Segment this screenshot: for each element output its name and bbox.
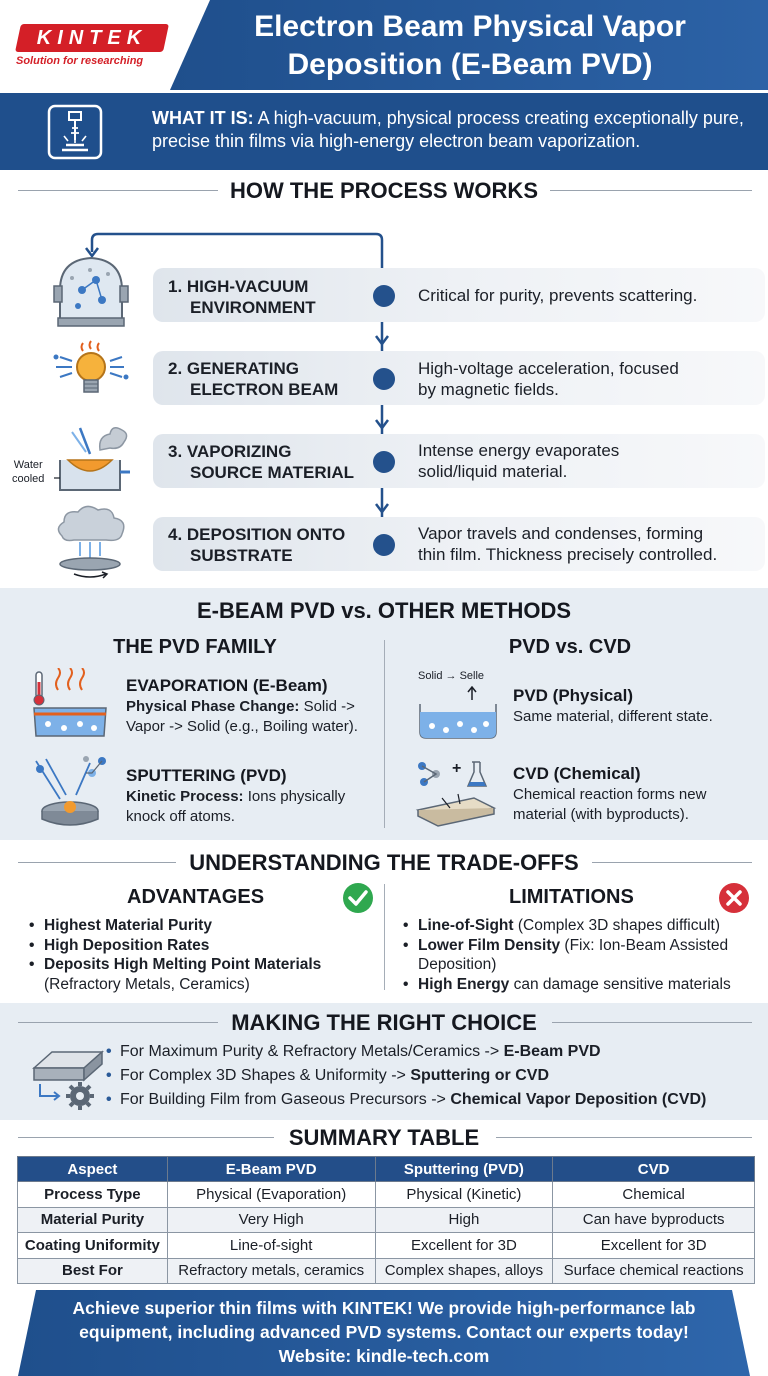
step-3-description xyxy=(418,440,758,482)
limitation-item xyxy=(402,975,758,995)
advantage-item xyxy=(28,916,378,936)
table-cell: Refractory metals, ceramics xyxy=(167,1258,375,1284)
table-cell: Line-of-sight xyxy=(167,1233,375,1259)
choice-3-answer: Chemical Vapor Deposition (CVD) xyxy=(450,1091,707,1108)
table-cell: Surface chemical reactions xyxy=(553,1258,755,1284)
solid-selle-label xyxy=(418,670,484,682)
sputtering-text-1: Ions physically xyxy=(243,788,346,805)
evaporation-text-2: Vapor -> Solid (e.g., Boiling water). xyxy=(126,718,358,735)
table-cell: Very High xyxy=(167,1207,375,1233)
pvd-physical-text: Same material, different state. xyxy=(513,708,713,725)
step-4-title-line-2: SUBSTRATE xyxy=(190,546,293,565)
step-2-dot xyxy=(373,368,395,390)
section-title-summary: SUMMARY TABLE xyxy=(288,1125,480,1150)
crucible-icon xyxy=(50,420,132,498)
section-title-tradeoffs: UNDERSTANDING THE TRADE-OFFS xyxy=(189,850,579,875)
choice-item xyxy=(106,1040,706,1064)
step-1-desc-line-1: Critical for purity, prevents scattering. xyxy=(418,286,698,305)
evaporation-text xyxy=(126,697,376,737)
page-title-line-2: Deposition (E-Beam PVD) xyxy=(287,48,653,81)
advantages-title: ADVANTAGES xyxy=(127,886,265,908)
limitation-3: High Energy xyxy=(418,975,510,993)
step-2-title-line-2: ELECTRON BEAM xyxy=(190,380,339,399)
choice-3-text: For Building Film from Gaseous Precursors -> xyxy=(120,1091,451,1108)
step-3-desc-line-1: Intense energy evaporates xyxy=(418,441,620,460)
limitation-2-text: (Fix: Ion-Beam Assisted xyxy=(560,936,729,954)
row-header: Material Purity xyxy=(18,1207,168,1233)
step-2-title-line-1: 2. GENERATING xyxy=(168,359,299,378)
choice-2-text: For Complex 3D Shapes & Uniformity -> xyxy=(120,1067,411,1084)
limitation-2: Lower Film Density xyxy=(418,936,561,954)
pvd-family-title: THE PVD FAMILY xyxy=(113,636,277,658)
page-title xyxy=(200,8,740,84)
limitation-1: Line-of-Sight xyxy=(418,917,514,934)
limitation-3-text: can damage sensitive materials xyxy=(509,975,731,993)
step-1-description xyxy=(418,285,758,306)
advantage-3-note: (Refractory Metals, Ceramics) xyxy=(44,975,250,993)
evaporation-text-1: Solid -> xyxy=(299,698,355,715)
limitations-list xyxy=(402,916,758,994)
advantage-item xyxy=(28,955,378,975)
evaporation-label: Physical Phase Change: xyxy=(126,698,300,715)
pvd-physical-title: PVD (Physical) xyxy=(513,686,633,705)
boiling-pot-icon xyxy=(30,668,110,740)
table-cell: Physical (Kinetic) xyxy=(375,1182,553,1208)
table-row xyxy=(18,1233,755,1259)
pvd-vs-cvd-title: PVD vs. CVD xyxy=(508,636,632,658)
advantage-note xyxy=(28,975,378,995)
step-2-desc-line-2: by magnetic fields. xyxy=(418,380,559,399)
row-header: Best For xyxy=(18,1258,168,1284)
cvd-chemical-title: CVD (Chemical) xyxy=(513,764,641,783)
footer-text xyxy=(30,1296,738,1368)
step-4-desc-line-2: thin film. Thickness precisely controlled. xyxy=(418,545,718,564)
step-3-title-line-1: 3. VAPORIZING xyxy=(168,442,292,461)
step-2-title xyxy=(168,358,378,400)
section-title-process: HOW THE PROCESS WORKS xyxy=(229,178,538,203)
vacuum-chamber-icon xyxy=(50,250,132,328)
advantage-2: High Deposition Rates xyxy=(44,936,210,954)
column-divider xyxy=(384,640,385,828)
step-4-description xyxy=(418,523,766,565)
advantage-item xyxy=(28,936,378,956)
what-it-is-label: WHAT IT IS: xyxy=(152,108,254,128)
choice-2-answer: Sputtering or CVD xyxy=(410,1067,549,1084)
cvd-text-2: material (with byproducts). xyxy=(513,806,689,823)
what-it-is-banner xyxy=(0,93,768,170)
evaporation-title: EVAPORATION (E-Beam) xyxy=(126,676,328,695)
metal-ingot-gear-icon xyxy=(28,1034,108,1112)
light-bulb-icon xyxy=(50,335,132,413)
sputtering-label: Kinetic Process: xyxy=(126,788,244,805)
step-4-desc-line-1: Vapor travels and condenses, forming xyxy=(418,524,704,543)
choice-1-text: For Maximum Purity & Refractory Metals/Ceramics -> xyxy=(120,1043,504,1060)
step-3-dot xyxy=(373,451,395,473)
column-header: Aspect xyxy=(18,1157,168,1182)
what-it-is-body: A high-vacuum, physical process creating exceptionally pure, precise thin films via high-energy electron beam vaporization. xyxy=(152,108,744,151)
selle-label: Selle xyxy=(459,670,485,682)
step-4-title xyxy=(168,524,378,566)
plus-icon: + xyxy=(452,760,462,777)
table-cell: Excellent for 3D xyxy=(553,1233,755,1259)
limitation-1-text: (Complex 3D shapes difficult) xyxy=(513,917,721,934)
water-cooled-line-1: Water xyxy=(13,459,43,471)
step-3-title-line-2: SOURCE MATERIAL xyxy=(190,463,355,482)
header xyxy=(0,0,768,90)
table-row xyxy=(18,1182,755,1208)
step-3-desc-line-2: solid/liquid material. xyxy=(418,462,568,481)
step-4-dot xyxy=(373,534,395,556)
row-header: Process Type xyxy=(18,1182,168,1208)
table-row xyxy=(18,1258,755,1284)
step-3-title xyxy=(168,441,378,483)
sputtering-target-icon xyxy=(30,755,114,829)
table-cell: Complex shapes, alloys xyxy=(375,1258,553,1284)
advantages-list xyxy=(28,916,378,994)
sputtering-text xyxy=(126,787,376,827)
logo-tagline: Solution for researching xyxy=(16,55,144,67)
table-header-row xyxy=(18,1157,755,1182)
limitation-note xyxy=(402,955,758,975)
section-title-choice: MAKING THE RIGHT CHOICE xyxy=(231,1010,537,1035)
advantage-3: Deposits High Melting Point Materials xyxy=(44,956,322,973)
limitation-item xyxy=(402,936,758,956)
table-cell: Physical (Evaporation) xyxy=(167,1182,375,1208)
water-cooled-label xyxy=(12,458,44,486)
table-cell: Chemical xyxy=(553,1182,755,1208)
solid-label: Solid xyxy=(418,670,443,682)
choice-1-answer: E-Beam PVD xyxy=(503,1043,601,1060)
deposition-substrate-icon xyxy=(50,502,132,580)
row-header: Coating Uniformity xyxy=(18,1233,168,1259)
choice-list xyxy=(106,1040,706,1112)
section-title-compare: E-BEAM PVD vs. OTHER METHODS xyxy=(196,598,572,623)
x-circle-icon xyxy=(718,882,750,914)
check-circle-icon xyxy=(342,882,374,914)
limitation-item xyxy=(402,916,758,936)
step-1-dot xyxy=(373,285,395,307)
limitations-title: LIMITATIONS xyxy=(509,886,634,908)
logo[interactable]: KINTEK xyxy=(36,27,148,49)
phase-change-icon xyxy=(416,686,500,740)
step-1-title-line-1: 1. HIGH-VACUUM xyxy=(168,277,309,296)
arrow-right-icon: → xyxy=(445,670,457,682)
step-2-desc-line-1: High-voltage acceleration, focused xyxy=(418,359,679,378)
cvd-chemical-text xyxy=(513,785,753,825)
table-cell: Can have byproducts xyxy=(553,1207,755,1233)
column-header: E-Beam PVD xyxy=(167,1157,375,1182)
table-row xyxy=(18,1207,755,1233)
water-cooled-line-2: cooled xyxy=(12,473,45,485)
sputtering-title: SPUTTERING (PVD) xyxy=(126,766,287,785)
electron-gun-icon xyxy=(46,103,104,161)
cvd-text-1: Chemical reaction forms new xyxy=(513,786,707,803)
footer-banner xyxy=(0,1290,768,1376)
sputtering-text-2: knock off atoms. xyxy=(126,808,235,825)
summary-table xyxy=(17,1156,755,1284)
step-4-title-line-1: 4. DEPOSITION ONTO xyxy=(168,525,346,544)
table-cell: High xyxy=(375,1207,553,1233)
step-1-title-line-2: ENVIRONMENT xyxy=(190,298,316,317)
footer-line-1: Achieve superior thin films with KINTEK! We provide high-performance lab xyxy=(72,1298,696,1318)
advantage-1: Highest Material Purity xyxy=(44,917,212,934)
footer-line-2: equipment, including advanced PVD systems. Contact our experts today! xyxy=(79,1322,689,1342)
what-it-is-text xyxy=(152,107,752,153)
table-cell: Excellent for 3D xyxy=(375,1233,553,1259)
choice-item xyxy=(106,1064,706,1088)
footer-website-link[interactable]: Website: kindle-tech.com xyxy=(278,1346,490,1366)
page-title-line-1: Electron Beam Physical Vapor xyxy=(254,10,686,43)
limitation-2-note: Deposition) xyxy=(418,956,497,973)
step-1-title xyxy=(168,276,378,318)
column-header: CVD xyxy=(553,1157,755,1182)
column-divider xyxy=(384,884,385,990)
column-header: Sputtering (PVD) xyxy=(375,1157,553,1182)
step-2-description xyxy=(418,358,758,400)
choice-item xyxy=(106,1088,706,1112)
